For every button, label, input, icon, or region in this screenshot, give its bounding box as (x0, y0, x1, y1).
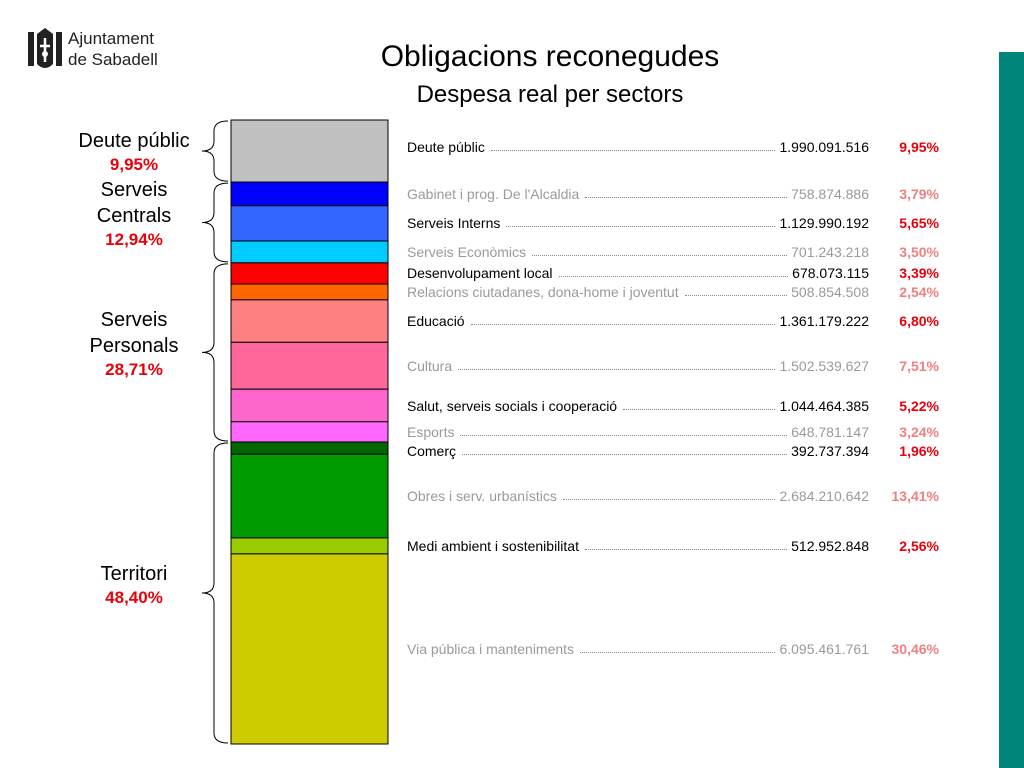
leader-dots (460, 435, 787, 436)
group-name-line: Centrals (96, 205, 172, 228)
legend-row (407, 264, 947, 282)
legend-row (407, 185, 947, 203)
group-percentage: 9,95% (109, 155, 159, 174)
group-percentage: 28,71% (105, 360, 163, 380)
bar-segment-2 (231, 182, 388, 206)
bar-segment-11 (231, 442, 388, 454)
leader-dots (462, 454, 787, 455)
bar-segment-6 (231, 284, 388, 300)
sector-name: Comerç (407, 442, 457, 459)
sector-amount: 678.073.115 (792, 265, 869, 282)
sector-percentage: 6,80% (899, 313, 939, 330)
sector-amount: 1.129.990.192 (779, 215, 869, 232)
sector-name: Medi ambient i sostenibilitat (407, 537, 579, 554)
legend-row (407, 312, 947, 330)
sector-percentage: 3,24% (899, 423, 939, 440)
group-label-1 (50, 128, 218, 176)
legend-row (407, 243, 947, 261)
legend-row (407, 487, 947, 505)
bar-segment-4 (231, 241, 388, 263)
sector-percentage: 3,50% (899, 243, 939, 260)
sector-name: Desenvolupament local (407, 265, 553, 282)
sector-name: Educació (407, 313, 465, 330)
page-title: Obligacions reconegudes (380, 40, 720, 73)
bar-segment-14 (231, 554, 388, 744)
sector-name: Via pública i manteniments (407, 640, 575, 657)
sector-name: Obres i serv. urbanístics (407, 488, 557, 505)
leader-dots (563, 499, 775, 500)
bar-segment-1 (231, 120, 388, 182)
leader-dots (532, 255, 787, 256)
sector-amount: 1.990.091.516 (779, 139, 869, 155)
sector-name: Serveis Econòmics (407, 243, 527, 260)
legend-row (407, 442, 947, 460)
legend-row (407, 640, 947, 658)
legend-row (407, 138, 947, 156)
logo-line-2: de Sabadell (68, 50, 158, 69)
group-percentage: 12,94% (105, 230, 163, 250)
sector-percentage: 7,51% (899, 357, 939, 374)
leader-dots (471, 324, 775, 325)
sector-name: Deute públic (407, 139, 485, 155)
legend-row (407, 283, 947, 301)
sector-amount: 6.095.461.761 (779, 640, 869, 657)
bar-segment-3 (231, 206, 388, 241)
legend-row (407, 357, 947, 375)
sector-percentage: 30,46% (891, 640, 939, 657)
bar-segment-7 (231, 300, 388, 342)
group-name-line: Deute públic (78, 130, 190, 152)
leader-dots (580, 652, 775, 653)
group-label-3 (50, 307, 218, 381)
sector-name: Gabinet i prog. De l'Alcaldia (407, 185, 580, 202)
group-name-line: Personals (89, 335, 179, 358)
leader-dots (458, 369, 775, 370)
sector-amount: 1.044.464.385 (779, 397, 869, 414)
leader-dots (585, 549, 787, 550)
sector-percentage: 5,65% (899, 215, 939, 232)
leader-dots (491, 150, 775, 151)
sector-amount: 1.502.539.627 (779, 357, 869, 374)
group-name-line: Territori (100, 562, 168, 585)
logo-line-1: Ajuntament (68, 29, 154, 48)
legend-row (407, 423, 947, 441)
bar-segment-8 (231, 342, 388, 389)
sector-amount: 508.854.508 (791, 284, 869, 301)
group-percentage: 48,40% (105, 587, 163, 607)
legend-row (407, 397, 947, 415)
group-name-line: Serveis (100, 309, 168, 332)
bar-segment-10 (231, 422, 388, 442)
sector-amount: 648.781.147 (791, 423, 869, 440)
bar-segment-13 (231, 538, 388, 554)
bar-segment-9 (231, 389, 388, 422)
leader-dots (685, 295, 787, 296)
leader-dots (623, 409, 775, 410)
sector-name: Esports (407, 423, 455, 440)
sector-percentage: 3,39% (899, 265, 939, 282)
group-name-line: Serveis (100, 179, 168, 202)
sector-amount: 512.952.848 (791, 537, 869, 554)
bar-segment-12 (231, 454, 388, 538)
bar-segment-5 (231, 263, 388, 284)
sector-name: Salut, serveis socials i cooperació (407, 397, 618, 414)
sector-percentage: 5,22% (899, 397, 939, 414)
sector-amount: 392.737.394 (791, 442, 869, 459)
sector-percentage: 3,79% (899, 185, 939, 202)
sector-amount: 701.243.218 (791, 243, 869, 260)
leader-dots (506, 226, 775, 227)
sector-name: Cultura (407, 357, 453, 374)
leader-dots (585, 197, 787, 198)
sector-percentage: 13,41% (891, 488, 939, 505)
legend-row (407, 537, 947, 555)
sector-percentage: 2,54% (899, 284, 939, 301)
leader-dots (559, 276, 788, 277)
sector-percentage: 9,95% (899, 139, 939, 155)
group-label-2 (50, 177, 218, 251)
sector-amount: 758.874.886 (791, 185, 869, 202)
group-label-4 (50, 561, 218, 609)
sector-percentage: 2,56% (899, 537, 939, 554)
legend-row (407, 214, 947, 232)
sector-amount: 2.684.210.642 (779, 488, 869, 505)
page-subtitle: Despesa real per sectors (416, 81, 684, 108)
sector-percentage: 1,96% (899, 442, 939, 459)
sector-name: Relacions ciutadanes, dona-home i joventut (407, 284, 679, 301)
sector-name: Serveis Interns (407, 215, 501, 232)
sector-amount: 1.361.179.222 (779, 313, 869, 330)
